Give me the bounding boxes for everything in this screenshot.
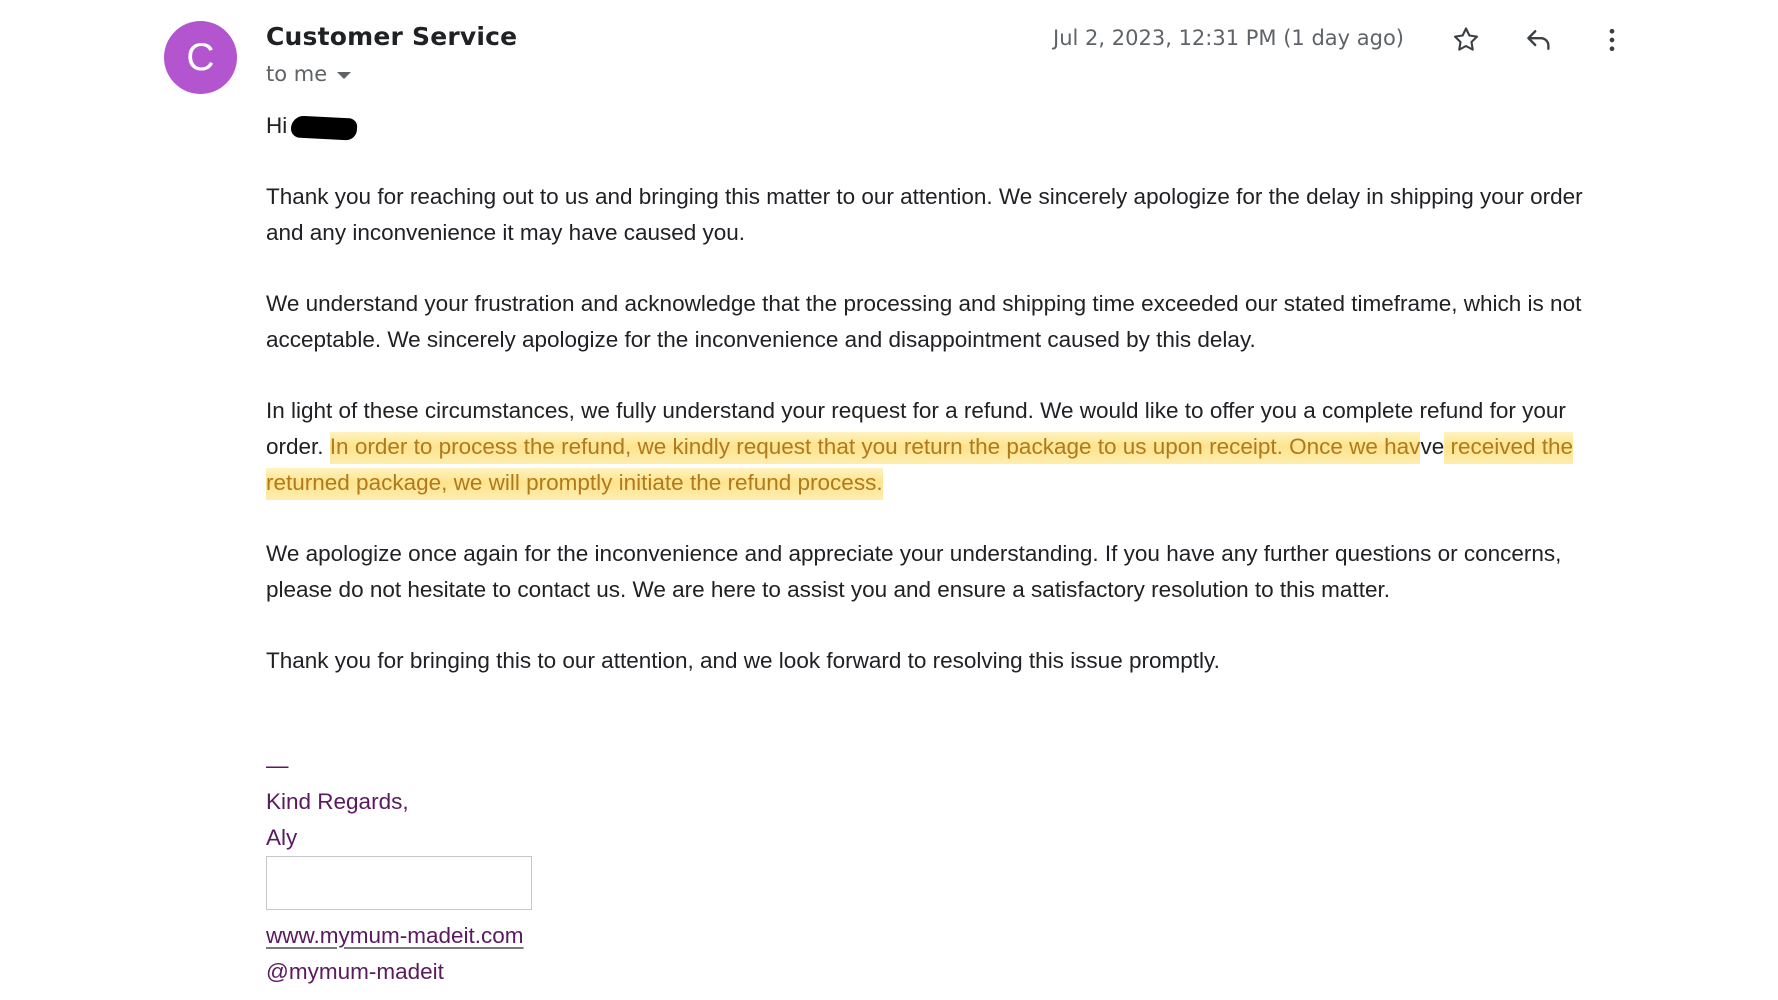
signature-image-placeholder (266, 856, 532, 910)
sender-avatar[interactable] (164, 21, 237, 94)
sender-name[interactable]: Customer Service (266, 22, 518, 51)
more-options-button[interactable] (1594, 22, 1630, 58)
social-handle: @mymum-madeit (266, 959, 444, 984)
recipient-details-toggle[interactable] (266, 62, 351, 86)
paragraph-3 (266, 393, 1626, 501)
star-icon (1451, 25, 1481, 55)
chevron-down-icon (337, 72, 351, 79)
highlight-tail: ve (1420, 434, 1445, 459)
paragraph-4: We apologize once again for the inconvenience and appreciate your understanding. If you have any further questions or concerns, please do not hesitate to contact us. We are here to assist you and ensure a satisfactory resolution to this matter. (266, 541, 1562, 602)
reply-icon (1524, 25, 1554, 55)
signature-regards: Kind Regards, (266, 789, 409, 814)
more-vert-icon (1597, 25, 1627, 55)
email-date: Jul 2, 2023, 12:31 PM (1 day ago) (1053, 26, 1404, 50)
paragraph-2: We understand your frustration and acknowledge that the processing and shipping time exceeded our stated timeframe, which is not acceptable. We sincerely apologize for the inconvenience and disappointment caused by this delay. (266, 291, 1582, 352)
highlighted-text-start: In order to process the refund, we kindly request that you return the package to us upon receipt. Once we hav (329, 434, 1421, 459)
avatar-letter: C (186, 35, 215, 79)
signature-name: Aly (266, 825, 298, 850)
reply-button[interactable] (1521, 22, 1557, 58)
paragraph-1: Thank you for reaching out to us and bringing this matter to our attention. We sincerely apologize for the delay in shipping your order and any inconvenience it may have caused you. (266, 184, 1583, 245)
website-link[interactable]: www.mymum-madeit.com (266, 923, 524, 948)
signature-dash: — (266, 753, 289, 778)
highlighted-text (330, 432, 1421, 464)
highlighted-text-cont: received the returned package, we will promptly initiate the refund process. (266, 432, 1573, 500)
star-button[interactable] (1448, 22, 1484, 58)
to-label: to me (266, 62, 328, 86)
paragraph-5: Thank you for bringing this to our attention, and we look forward to resolving this issue promptly. (266, 648, 1220, 673)
greeting (266, 108, 1626, 144)
paragraph-3-intro: In light of these circumstances, we fully understand your request for a refund. We would like to offer you a complete refund for your order. (266, 398, 1566, 459)
greeting-text: Hi (266, 113, 288, 138)
redacted-name (291, 115, 358, 140)
